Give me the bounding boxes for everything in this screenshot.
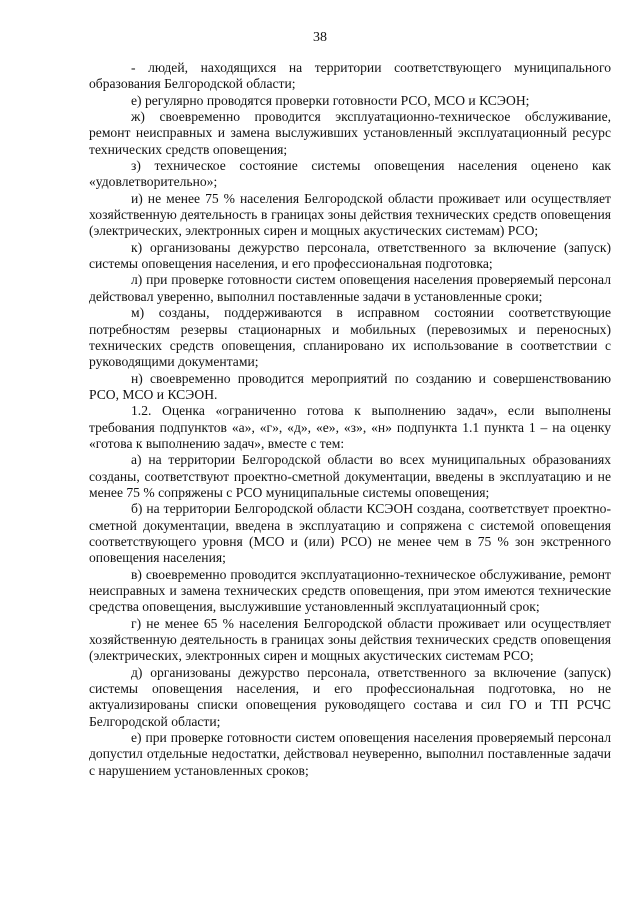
paragraph-item: д) организованы дежурство персонала, ответственного за включение (запуск) системы оповещения населения, и его профессиональная подготовка, но не актуализированы списки оповещения руководящего состава и сил ГО и ТП РСЧС Белгородской области; bbox=[89, 664, 611, 729]
paragraph-item: 1.2. Оценка «ограниченно готова к выполнению задач», если выполнены требования подпунктов «а», «г», «д», «е», «з», «н» подпункта 1.1 пункта 1 – на оценку «готова к выполнению задач», вместе с тем: bbox=[89, 403, 611, 451]
paragraph-item: м) созданы, поддерживаются в исправном состоянии соответствующие потребностям резервы стационарных и мобильных (перевозимых и переносных) технических средств оповещения, спланировано их использование в соответствии с руководящими документами; bbox=[89, 305, 611, 370]
paragraph-item: а) на территории Белгородской области во всех муниципальных образованиях созданы, соответствуют проектно-сметной документации, введены в эксплуатацию и не менее 75 % сопряжены с РСО муниципальные системы оповещения; bbox=[89, 452, 611, 500]
paragraph-item: г) не менее 65 % населения Белгородской области проживает или осуществляет хозяйственную деятельность в границах зоны действия технических средств оповещения (электрических, электронных сирен и мощных акустических системам РСО; bbox=[89, 615, 611, 664]
paragraph-item: ж) своевременно проводится эксплуатационно-техническое обслуживание, ремонт неисправных и замена выслуживших установленный эксплуатационный ресурс технических средств оповещения; bbox=[89, 109, 611, 157]
paragraph-item: к) организованы дежурство персонала, ответственного за включение (запуск) системы оповещения населения, и его профессиональная подготовка; bbox=[89, 239, 611, 272]
document-body bbox=[89, 60, 611, 779]
paragraph-item: е) при проверке готовности систем оповещения населения проверяемый персонал допустил отдельные недостатки, действовал неуверенно, выполнил поставленные задачи с нарушением установленных сроков; bbox=[89, 730, 611, 778]
paragraph-item: е) регулярно проводятся проверки готовности РСО, МСО и КСЭОН; bbox=[131, 92, 530, 108]
page-number: 38 bbox=[313, 30, 327, 45]
paragraph-item: и) не менее 75 % населения Белгородской области проживает или осуществляет хозяйственную деятельность в границах зоны действия технических средств оповещения (электрических, электронных сирен и мощных акустических системам) РСО; bbox=[89, 190, 611, 239]
paragraph-item: - людей, находящихся на территории соответствующего муниципального образования Белгородской области; bbox=[89, 60, 611, 92]
paragraph-item: в) своевременно проводится эксплуатационно-техническое обслуживание, ремонт неисправных и замена технических средств оповещения, при этом имеются технические средства оповещения, выслужившие установленный эксплуатационный срок; bbox=[89, 566, 611, 615]
paragraph-item: л) при проверке готовности систем оповещения населения проверяемый персонал действовал уверенно, выполнил поставленные задачи в установленные сроки; bbox=[89, 272, 611, 304]
paragraph-item: б) на территории Белгородской области КСЭОН создана, соответствует проектно-сметной документации, введена в эксплуатацию и сопряжена с системой оповещения соответствующего уровня (МСО и (или) РСО) не менее чем в 75 % зон экстренного оповещения населения; bbox=[89, 501, 611, 566]
paragraph-item: н) своевременно проводится мероприятий по созданию и совершенствованию РСО, МСО и КСЭОН. bbox=[89, 370, 611, 402]
paragraph-item: з) техническое состояние системы оповещения населения оценено как «удовлетворительно»; bbox=[89, 158, 611, 190]
